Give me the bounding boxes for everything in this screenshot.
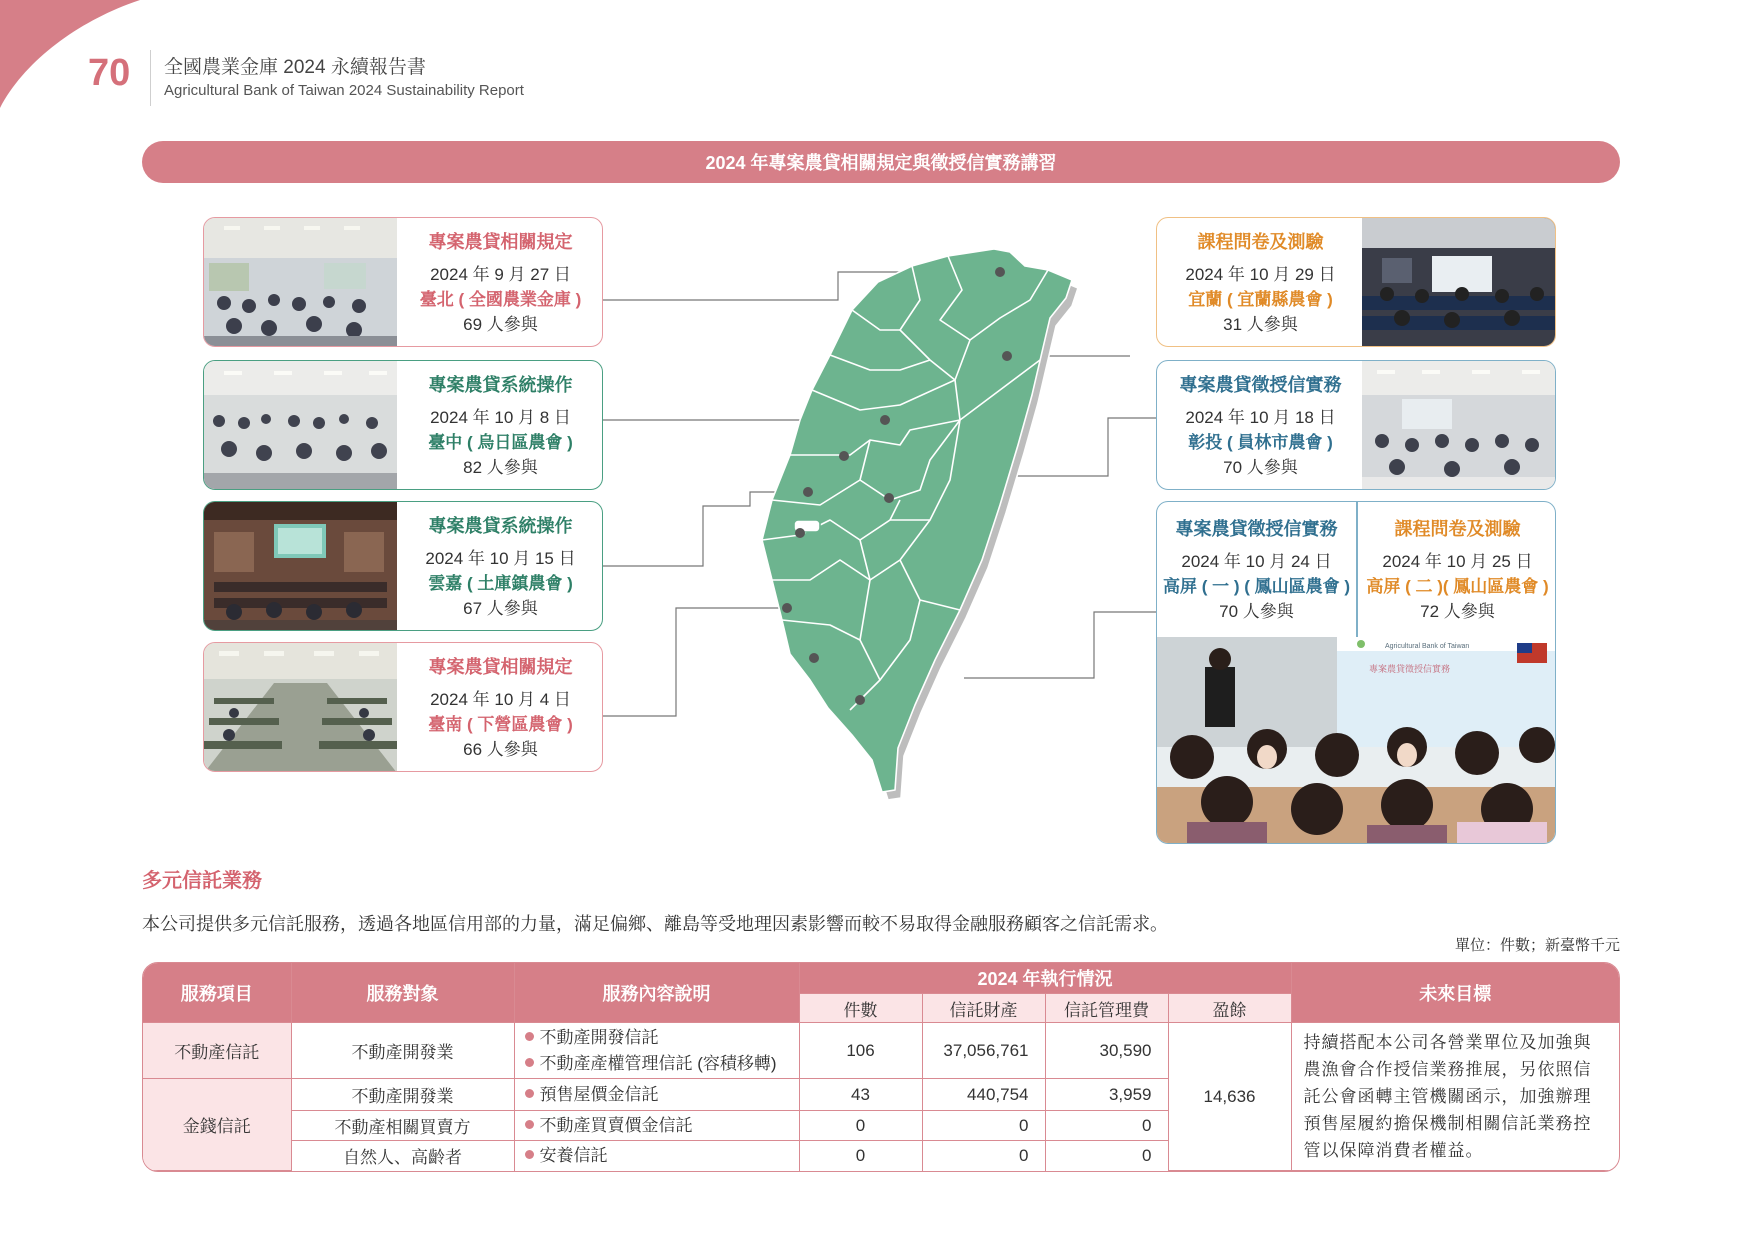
content-cell (514, 1141, 799, 1171)
seminar-photo (204, 218, 397, 346)
event-card-taipei (203, 217, 603, 347)
section-description: 本公司提供多元信託服務，透過各地區信用部的力量，滿足偏鄉、離島等受地理因素影響而較不易取得金融服務顧客之信託需求。 (142, 914, 1168, 934)
header-surplus: 盈餘 (1168, 994, 1291, 1023)
event-topic: 專案農貸徵授信實務 (1179, 374, 1342, 395)
service-item-cell: 不動產信託 (143, 1023, 291, 1079)
event-card-yilan (1156, 217, 1556, 347)
count-cell: 0 (799, 1111, 922, 1141)
page-number: 70 (88, 52, 131, 94)
event-participants: 31 人參與 (1223, 314, 1298, 334)
fee-cell: 0 (1045, 1141, 1168, 1171)
event-location: 彰投 ( 員林市農會 ) (1188, 432, 1333, 452)
property-cell: 37,056,761 (922, 1023, 1045, 1079)
trust-business-table (142, 962, 1620, 1172)
event-card-taichung (203, 360, 603, 490)
header-content: 服務內容說明 (514, 963, 799, 1023)
content-item: 預售屋價金信託 (539, 1084, 659, 1104)
target-cell: 不動產開發業 (291, 1079, 514, 1111)
event-topic: 課程問卷及測驗 (1394, 519, 1521, 539)
event-date: 2024 年 10 月 8 日 (430, 407, 571, 427)
seminar-photo (1362, 218, 1555, 346)
section-title: 多元信託業務 (142, 870, 262, 892)
event-date: 2024 年 10 月 29 日 (1185, 264, 1336, 284)
content-item: 不動產產權管理信託 (容積移轉) (539, 1053, 777, 1073)
bullet-dot (525, 1150, 534, 1159)
seminar-photo-large (1157, 637, 1555, 844)
bullet-dot (525, 1032, 534, 1041)
event-topic: 專案農貸徵授信實務 (1175, 519, 1338, 539)
content-item: 不動產買賣價金信託 (539, 1115, 693, 1135)
event-topic: 課程問卷及測驗 (1197, 231, 1324, 252)
event-card-changtou (1156, 360, 1556, 490)
slide-caption: Agricultural Bank of Taiwan (1385, 643, 1470, 650)
event-location: 臺北 ( 全國農業金庫 ) (419, 289, 582, 309)
property-cell: 0 (922, 1111, 1045, 1141)
header-target: 服務對象 (291, 963, 514, 1023)
target-cell: 不動產相關買賣方 (291, 1111, 514, 1141)
count-cell: 106 (799, 1023, 922, 1079)
event-date: 2024 年 10 月 24 日 (1181, 552, 1332, 571)
count-cell: 43 (799, 1079, 922, 1111)
target-cell: 不動產開發業 (291, 1023, 514, 1079)
event-topic: 專案農貸系統操作 (428, 374, 573, 395)
count-cell: 0 (799, 1141, 922, 1171)
seminar-photo (204, 502, 397, 630)
content-cell (514, 1079, 799, 1111)
table-row (143, 1023, 1619, 1079)
content-cell (514, 1023, 799, 1079)
event-kaoping-1 (1157, 502, 1356, 637)
surplus-cell: 14,636 (1168, 1023, 1291, 1171)
event-location: 宜蘭 ( 宜蘭縣農會 ) (1188, 289, 1333, 309)
event-date: 2024 年 10 月 15 日 (425, 548, 576, 568)
property-cell: 440,754 (922, 1079, 1045, 1111)
event-date: 2024 年 10 月 25 日 (1382, 552, 1533, 571)
event-card-yunchia (203, 501, 603, 631)
seminar-photo (204, 361, 397, 489)
event-participants: 72 人參與 (1420, 602, 1495, 621)
event-participants: 70 人參與 (1219, 602, 1294, 621)
event-location: 臺中 ( 烏日區農會 ) (428, 432, 573, 452)
event-kaoping-2 (1358, 502, 1556, 637)
property-cell: 0 (922, 1141, 1045, 1171)
event-topic: 專案農貸相關規定 (428, 231, 573, 252)
seminar-photo (1362, 361, 1555, 489)
seminar-photo (204, 643, 397, 771)
event-date: 2024 年 10 月 18 日 (1185, 407, 1336, 427)
slide-text: 專案農貸徵授信實務 (1369, 664, 1451, 674)
target-cell: 自然人、高齡者 (291, 1141, 514, 1171)
content-cell (514, 1111, 799, 1141)
event-date: 2024 年 9 月 27 日 (430, 264, 571, 284)
fee-cell: 3,959 (1045, 1079, 1168, 1111)
event-location: 高屏 ( 一 ) ( 鳳山區農會 ) (1163, 577, 1350, 596)
bullet-dot (525, 1120, 534, 1129)
event-participants: 82 人參與 (463, 457, 538, 477)
content-item: 安養信託 (539, 1145, 608, 1165)
event-participants: 70 人參與 (1223, 457, 1298, 477)
training-banner: 2024 年專案農貸相關規定與徵授信實務講習 (142, 141, 1620, 183)
header-count: 件數 (799, 994, 922, 1023)
header-future-goal: 未來目標 (1291, 963, 1619, 1023)
event-location: 雲嘉 ( 土庫鎮農會 ) (428, 573, 573, 593)
future-goal-cell: 持續搭配本公司各營業單位及加強與農漁會合作授信業務推展，另依照信託公會函轉主管機關函示，加強辦理預售屋履約擔保機制相關信託業務控管以保障消費者權益。 (1291, 1023, 1619, 1171)
fee-cell: 30,590 (1045, 1023, 1168, 1079)
fee-cell: 0 (1045, 1111, 1168, 1141)
event-participants: 69 人參與 (463, 314, 538, 334)
event-topic: 專案農貸相關規定 (428, 656, 573, 677)
report-title-zh: 全國農業金庫 2024 永續報告書 (164, 57, 426, 78)
event-participants: 66 人參與 (463, 739, 538, 759)
event-location: 臺南 ( 下營區農會 ) (428, 714, 573, 734)
event-card-kaoping (1156, 501, 1556, 844)
content-item: 不動產開發信託 (539, 1027, 659, 1047)
taiwan-map (762, 249, 1078, 800)
bullet-dot (525, 1089, 534, 1098)
event-card-tainan (203, 642, 603, 772)
header-trust-property: 信託財產 (922, 994, 1045, 1023)
event-topic: 專案農貸系統操作 (428, 515, 573, 536)
unit-note: 單位：件數；新臺幣千元 (1454, 937, 1620, 954)
event-participants: 67 人參與 (463, 598, 538, 618)
event-date: 2024 年 10 月 4 日 (430, 689, 571, 709)
service-item-cell: 金錢信託 (143, 1079, 291, 1171)
report-title-en: Agricultural Bank of Taiwan 2024 Sustainability Report (164, 82, 524, 99)
header-execution: 2024 年執行情況 (799, 963, 1291, 994)
bullet-dot (525, 1058, 534, 1067)
header-service-item: 服務項目 (143, 963, 291, 1023)
event-location: 高屏 ( 二 )( 鳳山區農會 ) (1366, 577, 1549, 596)
header-trust-fee: 信託管理費 (1045, 994, 1168, 1023)
